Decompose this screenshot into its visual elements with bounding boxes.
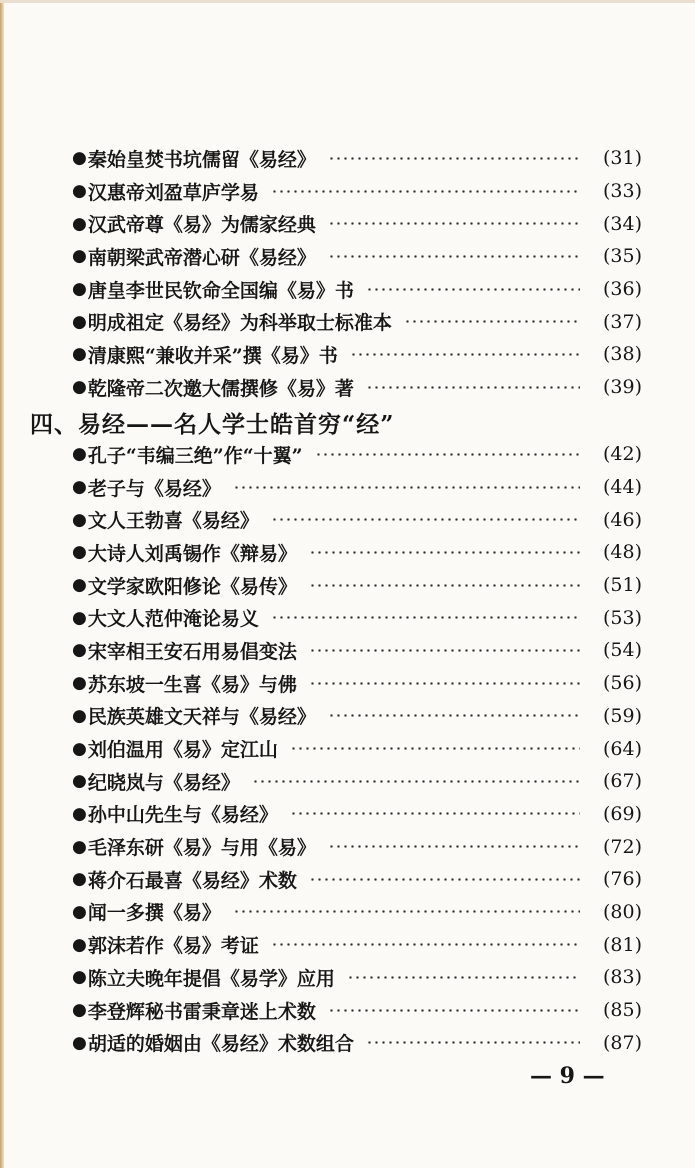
toc-entry [72,928,642,961]
toc-entry-page: (87) [602,1031,642,1054]
toc-entry-page: (37) [602,310,642,333]
toc-entry-page: (38) [602,343,642,366]
toc-entry-title: 胡适的婚姻由《易经》术数组合 [87,1033,354,1056]
dot-leader [309,878,580,881]
bullet-icon: ● [72,705,87,726]
bullet-icon: ● [72,509,87,530]
bullet-icon: ● [72,377,87,398]
bullet-icon: ● [72,279,87,300]
toc-list-chapter-four [72,438,642,1059]
page-number: — 9 — [530,1063,605,1089]
bullet-icon: ● [72,640,87,661]
dot-leader [328,1009,580,1012]
dot-leader [309,551,580,554]
toc-entry-page: (69) [602,802,642,825]
toc-entry-title: 文人王勃喜《易经》 [87,510,259,533]
toc-entry-title: 大诗人刘禹锡作《辩易》 [87,542,297,565]
toc-entry-title: 宋宰相王安石用易倡变法 [87,640,297,663]
toc-entry [72,896,642,929]
toc-entry-page: (42) [602,443,642,466]
toc-entry [72,1026,642,1059]
toc-entry [72,503,642,536]
dot-leader [366,386,580,389]
toc-entry-title: 文学家欧阳修论《易传》 [87,575,297,598]
toc-entry [72,240,642,273]
toc-entry-title: 孙中山先生与《易经》 [87,804,278,827]
toc-entry-page: (72) [602,835,642,858]
toc-entry [72,338,642,371]
toc-entry-title: 汉惠帝刘盈草庐学易 [87,181,259,204]
dot-leader [309,682,580,685]
dot-leader [271,518,580,521]
toc-entry-title: 蒋介石最喜《易经》术数 [87,869,297,892]
toc-entry-title: 刘伯温用《易》定江山 [87,739,278,762]
dot-leader [366,1041,580,1044]
bullet-icon: ● [72,901,87,922]
bullet-icon: ● [72,738,87,759]
toc-entry-page: (56) [602,672,642,695]
dot-leader [233,486,580,489]
toc-entry-title: 民族英雄文天祥与《易经》 [87,706,316,729]
toc-entry-page: (48) [602,541,642,564]
toc-list-chapter-three [72,142,642,404]
toc-entry-page: (76) [602,868,642,891]
toc-entry-page: (53) [602,606,642,629]
toc-entry-title: 纪晓岚与《易经》 [87,771,240,794]
toc-entry [72,863,642,896]
toc-entry-page: (80) [602,900,642,923]
bullet-icon: ● [72,181,87,202]
toc-entry-page: (64) [602,737,642,760]
dot-leader [290,812,580,815]
toc-entry [72,765,642,798]
dot-leader [309,649,580,652]
toc-entry-title: 大文人范仲淹论易义 [87,608,259,631]
dot-leader [271,616,580,619]
toc-entry [72,667,642,700]
toc-entry-page: (44) [602,476,642,499]
toc-entry-title: 明成祖定《易经》为科举取士标准本 [87,312,392,335]
toc-entry-page: (39) [602,376,642,399]
toc-entry [72,175,642,208]
toc-entry-title: 毛泽东研《易》与用《易》 [87,837,316,860]
bullet-icon: ● [72,444,87,465]
toc-entry [72,994,642,1027]
page-edge [0,0,4,1168]
dot-leader [366,288,580,291]
bullet-icon: ● [72,967,87,988]
toc-entry-title: 南朝梁武帝潜心研《易经》 [87,246,316,269]
toc-entry-title: 陈立夫晚年提倡《易学》应用 [87,967,335,990]
toc-entry-title: 乾隆帝二次邀大儒撰修《易》著 [87,377,354,400]
toc-entry [72,700,642,733]
toc-entry-title: 老子与《易经》 [87,477,221,500]
toc-entry-page: (34) [602,212,642,235]
toc-entry [72,536,642,569]
dot-leader [233,910,580,913]
toc-entry-page: (83) [602,966,642,989]
bullet-icon: ● [72,607,87,628]
bullet-icon: ● [72,542,87,563]
toc-entry [72,634,642,667]
toc-entry-title: 清康熙“兼收并采”撰《易》书 [87,344,338,367]
toc-entry [72,207,642,240]
toc-entry-page: (33) [602,180,642,203]
toc-entry-page: (67) [602,770,642,793]
toc-entry [72,732,642,765]
bullet-icon: ● [72,575,87,596]
dot-leader [350,353,580,356]
toc-entry [72,371,642,404]
toc-entry-title: 苏东坡一生喜《易》与佛 [87,673,297,696]
bullet-icon: ● [72,477,87,498]
toc-entry-page: (54) [602,639,642,662]
toc-entry [72,569,642,602]
dot-leader [404,320,580,323]
toc-entry [72,601,642,634]
dot-leader [347,976,580,979]
dot-leader [328,845,580,848]
dot-leader [328,714,580,717]
bullet-icon: ● [72,148,87,169]
toc-entry-title: 郭沫若作《易》考证 [87,935,259,958]
dot-leader [328,157,580,160]
dot-leader [271,190,580,193]
bullet-icon: ● [72,934,87,955]
toc-entry-title: 秦始皇焚书坑儒留《易经》 [87,148,316,171]
toc-entry-title: 孔子“韦编三绝”作“十翼” [87,444,303,467]
toc-entry-page: (81) [602,933,642,956]
dot-leader [252,780,580,783]
toc-entry [72,305,642,338]
toc-entry-title: 李登辉秘书雷秉章迷上术数 [87,1000,316,1023]
bullet-icon: ● [72,771,87,792]
toc-entry-title: 唐皇李世民钦命全国编《易》书 [87,279,354,302]
bullet-icon: ● [72,1032,87,1053]
toc-entry-page: (35) [602,245,642,268]
toc-entry [72,471,642,504]
bullet-icon: ● [72,311,87,332]
page-edge-top [0,0,695,3]
toc-entry [72,830,642,863]
toc-entry [72,438,642,471]
toc-entry-page: (31) [602,147,642,170]
toc-entry [72,798,642,831]
bullet-icon: ● [72,673,87,694]
toc-entry [72,273,642,306]
toc-entry [72,961,642,994]
dot-leader [328,255,580,258]
bullet-icon: ● [72,803,87,824]
toc-entry-page: (51) [602,574,642,597]
toc-entry-page: (46) [602,508,642,531]
toc-entry [72,142,642,175]
bullet-icon: ● [72,344,87,365]
dot-leader [309,584,580,587]
bullet-icon: ● [72,836,87,857]
dot-leader [271,943,580,946]
toc-entry-title: 汉武帝尊《易》为儒家经典 [87,214,316,237]
dot-leader [290,747,580,750]
dot-leader [315,453,580,456]
dot-leader [328,222,580,225]
toc-entry-title: 闻一多撰《易》 [87,902,221,925]
toc-entry-page: (85) [602,999,642,1022]
bullet-icon: ● [72,213,87,234]
bullet-icon: ● [72,1000,87,1021]
toc-entry-page: (36) [602,278,642,301]
toc-entry-page: (59) [602,704,642,727]
section-heading: 四、易经——名人学士皓首穷“经” [30,411,395,438]
bullet-icon: ● [72,246,87,267]
bullet-icon: ● [72,869,87,890]
